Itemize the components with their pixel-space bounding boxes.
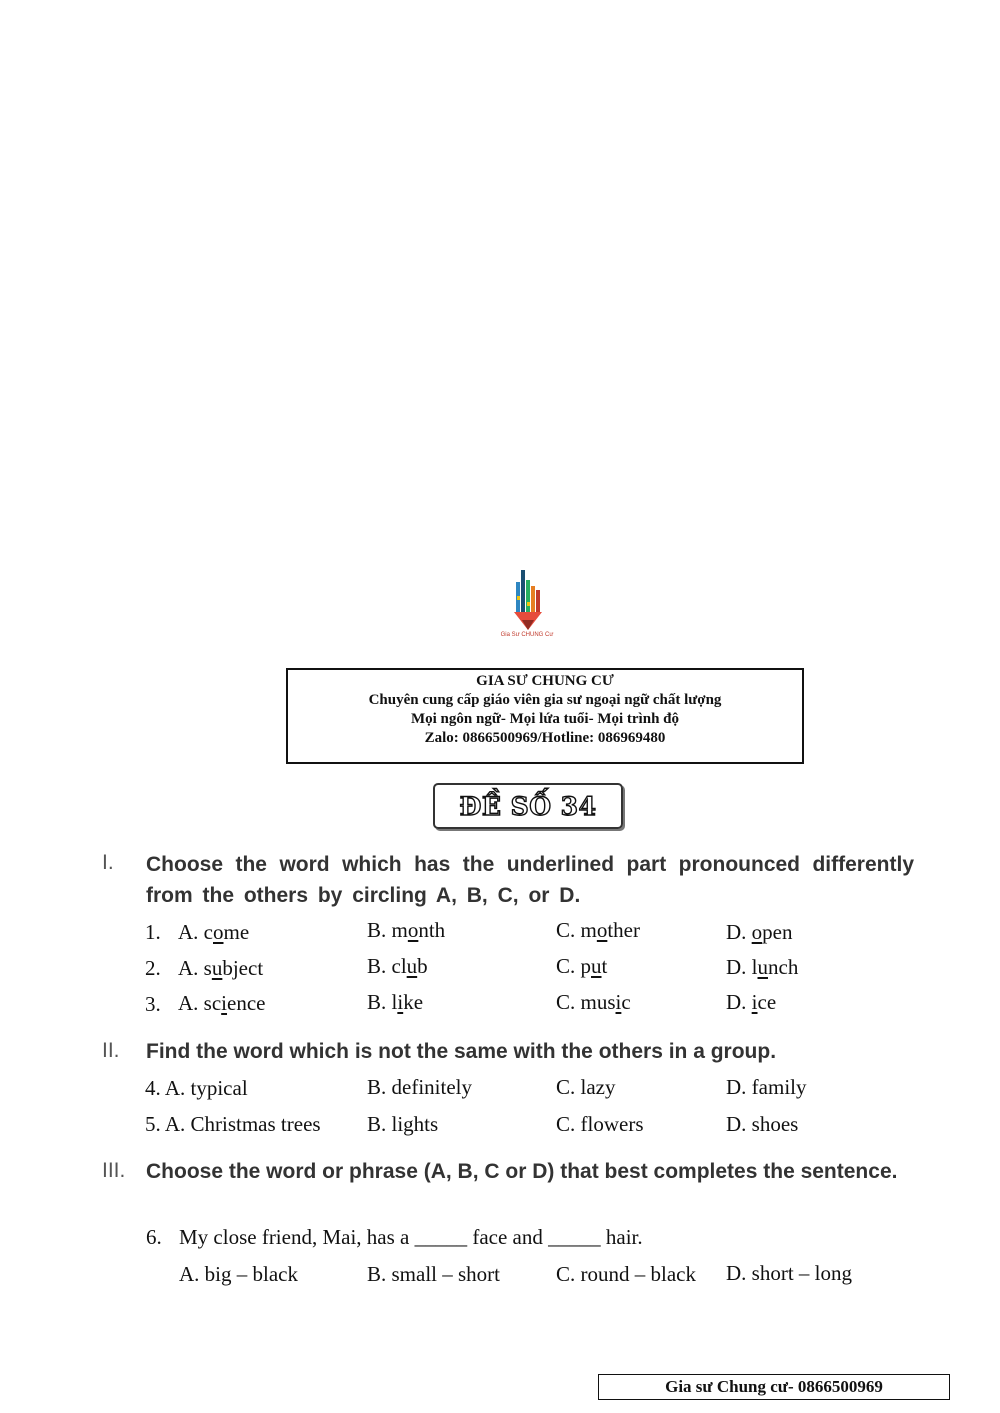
q3-option-b[interactable]: B. like xyxy=(367,990,424,1014)
section-2-instruction: Find the word which is not the same with the others in a group. xyxy=(146,1040,777,1063)
q1-option-b[interactable]: B. month xyxy=(367,918,446,942)
q1-option-c[interactable]: C. mother xyxy=(556,918,640,942)
footer-contact: Gia sư Chung cư- 0866500969 xyxy=(598,1374,950,1400)
q2-option-c[interactable]: C. put xyxy=(556,954,608,978)
q6-option-b[interactable]: B. small – short xyxy=(367,1262,501,1286)
section-2-numeral: II. xyxy=(102,1039,120,1062)
question-3-number: 3. xyxy=(145,992,161,1016)
q6-option-d[interactable]: D. short – long xyxy=(726,1261,852,1285)
q4-option-d[interactable]: D. family xyxy=(726,1075,807,1099)
test-title-box xyxy=(433,783,623,829)
section-3-numeral: III. xyxy=(102,1159,126,1182)
section-1-numeral: I. xyxy=(102,851,114,874)
q4-option-c[interactable]: C. lazy xyxy=(556,1075,616,1099)
q1-option-d[interactable]: D. open xyxy=(726,920,793,944)
q5-option-b[interactable]: B. lights xyxy=(367,1112,439,1136)
q4-option-b[interactable]: B. definitely xyxy=(367,1075,472,1099)
q2-option-d[interactable]: D. lunch xyxy=(726,955,799,979)
section-3-instruction: Choose the word or phrase (A, B, C or D) that best completes the sentence. xyxy=(146,1160,898,1183)
logo-caption: Gia Sư CHUNG Cư xyxy=(500,632,554,638)
q5-option-a[interactable]: 5. A. Christmas trees xyxy=(145,1112,321,1136)
q3-option-d[interactable]: D. ice xyxy=(726,990,777,1014)
q6-option-a[interactable]: A. big – black xyxy=(179,1262,298,1286)
test-title: ĐỀ SỐ 34 xyxy=(459,791,597,821)
pencil-logo-icon xyxy=(494,562,564,652)
question-6-stem: My close friend, Mai, has a _____ face and _____ hair. xyxy=(179,1225,643,1249)
info-line-3: Mọi ngôn ngữ- Mọi lứa tuổi- Mọi trình độ xyxy=(410,711,679,727)
question-6-number: 6. xyxy=(146,1225,162,1249)
q4-option-a[interactable]: 4. A. typical xyxy=(145,1076,248,1100)
q5-option-d[interactable]: D. shoes xyxy=(726,1112,799,1136)
q3-option-a[interactable]: A. science xyxy=(178,991,266,1015)
q1-option-a[interactable]: A. come xyxy=(178,920,250,944)
section-1-instruction: Choose the word which has the underlined part pronounced differently from the others by circling A, B, C, or D. xyxy=(146,853,914,907)
q2-option-b[interactable]: B. club xyxy=(367,954,428,978)
info-line-2: Chuyên cung cấp giáo viên gia sư ngoại ngữ chất lượng xyxy=(368,692,722,708)
q6-option-c[interactable]: C. round – black xyxy=(556,1262,696,1286)
question-2-number: 2. xyxy=(145,956,161,980)
info-line-4: Zalo: 0866500969/Hotline: 086969480 xyxy=(424,730,666,746)
question-1-number: 1. xyxy=(145,920,161,944)
info-line-1: GIA SƯ CHUNG CƯ xyxy=(476,673,614,689)
tutor-info-box xyxy=(286,668,804,764)
q5-option-c[interactable]: C. flowers xyxy=(556,1112,644,1136)
q2-option-a[interactable]: A. subject xyxy=(178,956,264,980)
q3-option-c[interactable]: C. music xyxy=(556,990,631,1014)
